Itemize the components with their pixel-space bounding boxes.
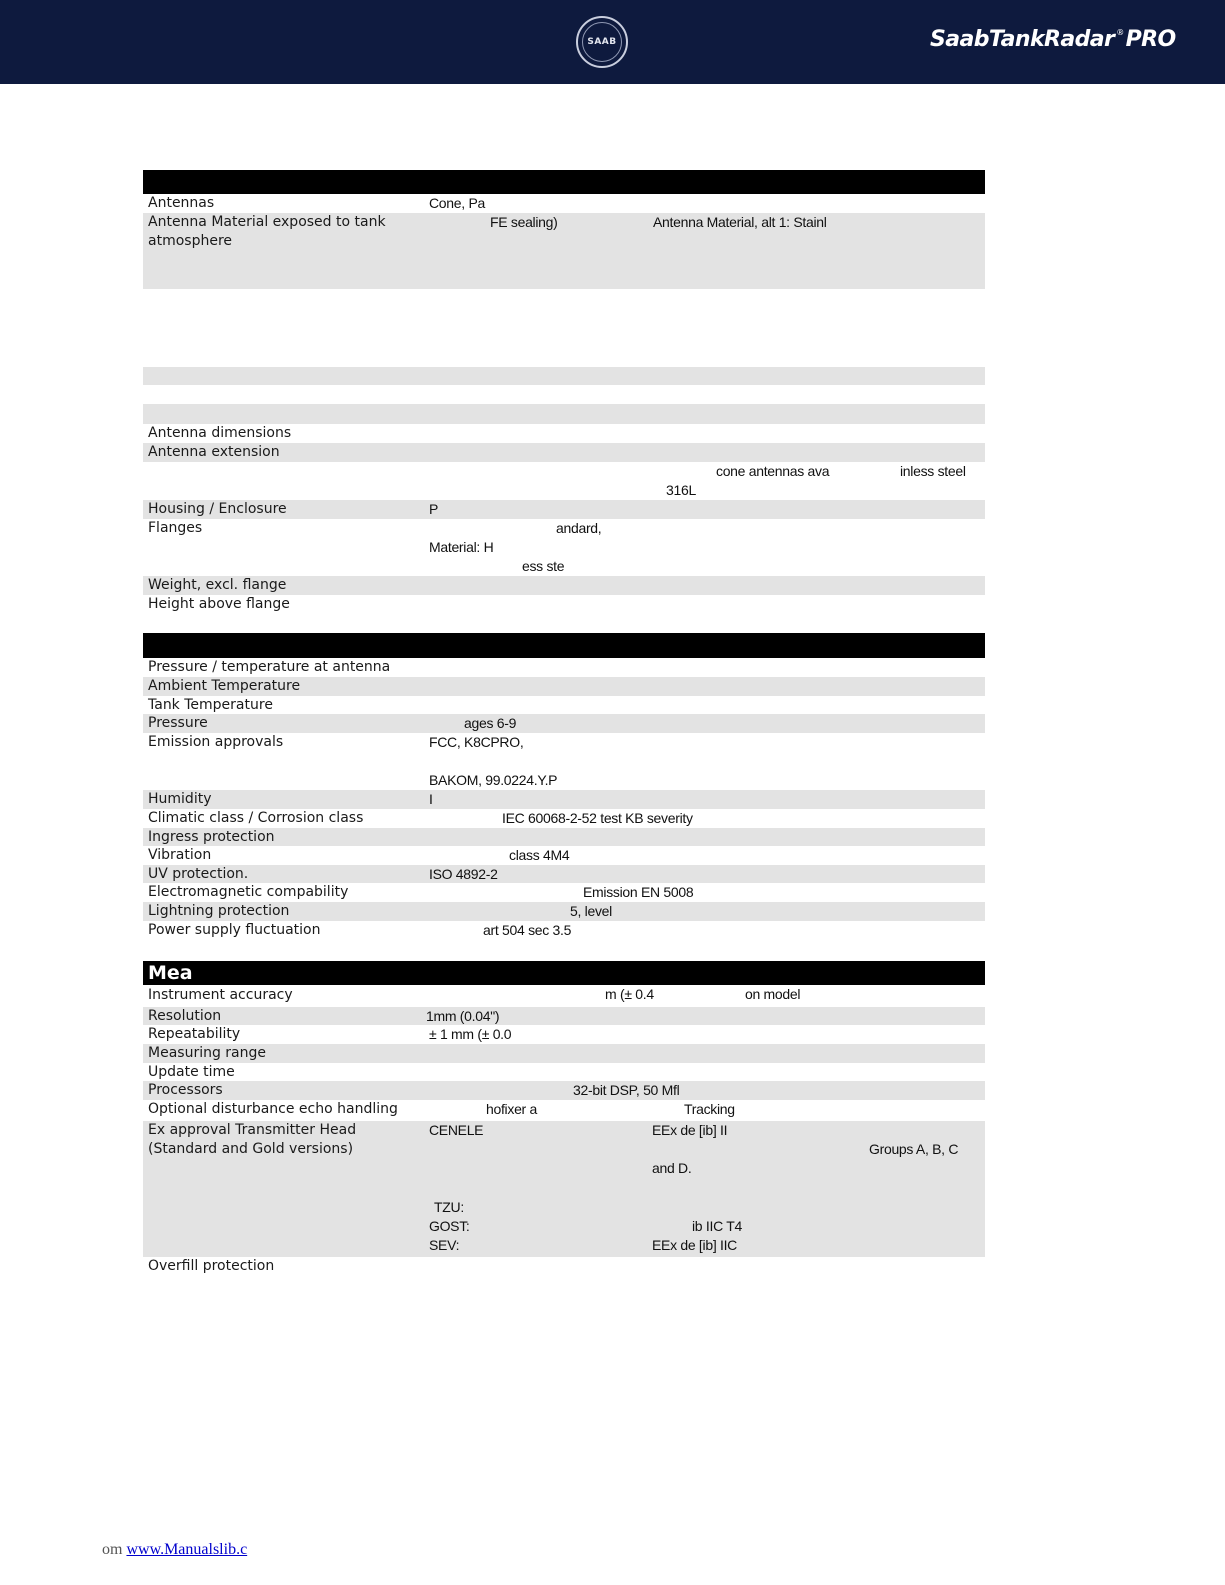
spec-label: Emission approvals <box>148 734 284 750</box>
spec-value: EEx de [ib] II <box>652 1122 728 1138</box>
spec-row-vibration <box>143 846 985 865</box>
spec-value: 316L <box>666 482 696 498</box>
spec-row-pressure-temperature <box>143 658 985 677</box>
spec-value: class 4M4 <box>509 847 570 863</box>
spec-value: GOST: <box>429 1218 470 1234</box>
spec-label: Instrument accuracy <box>148 987 293 1003</box>
spec-value: andard, <box>556 520 602 536</box>
spec-row-blank <box>143 404 985 424</box>
section-bar-antenna <box>143 170 985 194</box>
spec-row-resolution <box>143 1007 985 1025</box>
spec-row-ex-approval <box>143 1121 985 1257</box>
spec-value: IEC 60068-2-52 test KB severity <box>502 810 693 826</box>
spec-row-ambient-temperature <box>143 677 985 696</box>
emblem-text: SAAB <box>587 37 617 47</box>
spec-row-ingress-protection <box>143 828 985 846</box>
spec-row-climatic-class <box>143 809 985 828</box>
spec-row-repeatability <box>143 1025 985 1044</box>
spec-row-update-time <box>143 1063 985 1081</box>
spec-row-power-supply <box>143 921 985 940</box>
spec-row-extension-details <box>143 462 985 500</box>
spec-label: Resolution <box>148 1008 222 1024</box>
spec-label: Processors <box>148 1082 223 1098</box>
brand-main: SaabTankRadar <box>930 27 1115 52</box>
spec-row-pressure <box>143 714 985 733</box>
section-bar-measurement: Mea <box>143 961 985 985</box>
spec-label: Tank Temperature <box>148 697 273 713</box>
spec-value: I <box>429 791 433 807</box>
spec-label: UV protection. <box>148 866 249 882</box>
spec-value: ± 1 mm (± 0.0 <box>429 1026 512 1042</box>
spec-label: Antennas <box>148 195 215 211</box>
saab-emblem-icon <box>576 16 628 68</box>
spec-row-electromagnetic <box>143 883 985 902</box>
spec-value: Groups A, B, C <box>869 1141 959 1157</box>
spec-row-antenna-dimensions <box>143 424 985 443</box>
spec-label: Climatic class / Corrosion class <box>148 810 364 826</box>
spec-value: Tracking <box>684 1101 735 1117</box>
spec-value: BAKOM, 99.0224.Y.P <box>429 772 558 788</box>
spec-row-echo-handling <box>143 1100 985 1121</box>
spec-value: EEx de [ib] IIC <box>652 1237 737 1253</box>
spec-label: Electromagnetic compability <box>148 884 349 900</box>
spec-label: Ex approval Transmitter Head (Standard and Gold versions) <box>148 1122 357 1157</box>
brand-title <box>930 27 1176 52</box>
spec-row-blank <box>143 385 985 404</box>
spec-value: ess ste <box>522 558 565 574</box>
spec-row-lightning-protection <box>143 902 985 921</box>
spec-label: Power supply fluctuation <box>148 922 321 938</box>
spec-label: Measuring range <box>148 1045 267 1061</box>
spec-value: ages 6-9 <box>464 715 517 731</box>
spec-row-tank-temperature <box>143 696 985 714</box>
spec-value: ib IIC T4 <box>692 1218 742 1234</box>
spec-value: on model <box>745 986 801 1002</box>
spec-label: Update time <box>148 1064 235 1080</box>
spec-value: Cone, Pa <box>429 195 485 211</box>
spec-row-emission-approvals <box>143 733 985 790</box>
spec-value: and D. <box>652 1160 692 1176</box>
spec-value: P <box>429 501 439 517</box>
spec-label: Flanges <box>148 520 203 536</box>
spec-label: Housing / Enclosure <box>148 501 287 517</box>
spec-label: Lightning protection <box>148 903 290 919</box>
spec-label: Antenna extension <box>148 444 280 460</box>
spec-row-measuring-range <box>143 1044 985 1063</box>
spec-label: Overfill protection <box>148 1258 275 1274</box>
spec-row-blank <box>143 367 985 385</box>
spec-value: 5, level <box>570 903 612 919</box>
spec-value: CENELE <box>429 1122 484 1138</box>
spec-row-height <box>143 595 985 614</box>
spec-row-antenna-extension <box>143 443 985 462</box>
spec-label: Humidity <box>148 791 212 807</box>
spec-label: Repeatability <box>148 1026 241 1042</box>
brand-suffix: PRO <box>1125 27 1176 52</box>
footer-link[interactable]: www.Manualslib.c <box>126 1541 248 1558</box>
spec-row-blank <box>143 289 985 367</box>
page-footer <box>102 1541 247 1559</box>
spec-value: ISO 4892-2 <box>429 866 498 882</box>
footer-prefix: om <box>102 1541 123 1558</box>
spec-row-weight <box>143 576 985 595</box>
spec-label: Pressure <box>148 715 208 731</box>
brand-registered-mark: ® <box>1116 28 1124 37</box>
spec-value: Material: H <box>429 539 494 555</box>
spec-label: Vibration <box>148 847 212 863</box>
spec-label: Pressure / temperature at antenna <box>148 659 391 675</box>
spec-value: hofixer a <box>486 1101 537 1117</box>
spec-value: 32-bit DSP, 50 Mfl <box>573 1082 680 1098</box>
spec-row-antennas <box>143 194 985 213</box>
spec-label: Ingress protection <box>148 829 275 845</box>
spec-value: cone antennas ava <box>716 463 830 479</box>
spec-label: Weight, excl. flange <box>148 577 287 593</box>
spec-label: Height above flange <box>148 596 290 612</box>
spec-row-housing <box>143 500 985 519</box>
spec-row-processors <box>143 1081 985 1100</box>
spec-row-flanges <box>143 519 985 576</box>
page-header <box>0 0 1225 84</box>
spec-row-overfill-protection <box>143 1257 985 1276</box>
spec-value: FCC, K8CPRO, <box>429 734 524 750</box>
spec-row-humidity <box>143 790 985 809</box>
spec-value: inless steel <box>900 463 966 479</box>
section-bar-environment <box>143 633 985 658</box>
spec-label: Antenna Material exposed to tank atmosphere <box>148 214 386 249</box>
spec-value: Emission EN 5008 <box>583 884 694 900</box>
spec-value: SEV: <box>429 1237 460 1253</box>
spec-value: art 504 sec 3.5 <box>483 922 572 938</box>
spec-value: Antenna Material, alt 1: Stainl <box>653 214 827 230</box>
spec-value: FE sealing) <box>490 214 558 230</box>
spec-value: 1mm (0.04") <box>426 1008 500 1024</box>
emblem-inner-ring <box>582 22 622 62</box>
spec-row-antenna-material <box>143 213 985 289</box>
spec-row-uv-protection <box>143 865 985 883</box>
spec-value: m (± 0.4 <box>605 986 654 1002</box>
spec-label: Ambient Temperature <box>148 678 301 694</box>
spec-value: TZU: <box>434 1199 464 1215</box>
spec-label: Antenna dimensions <box>148 425 292 441</box>
spec-row-instrument-accuracy <box>143 985 985 1007</box>
spec-label: Optional disturbance echo handling <box>148 1101 398 1117</box>
